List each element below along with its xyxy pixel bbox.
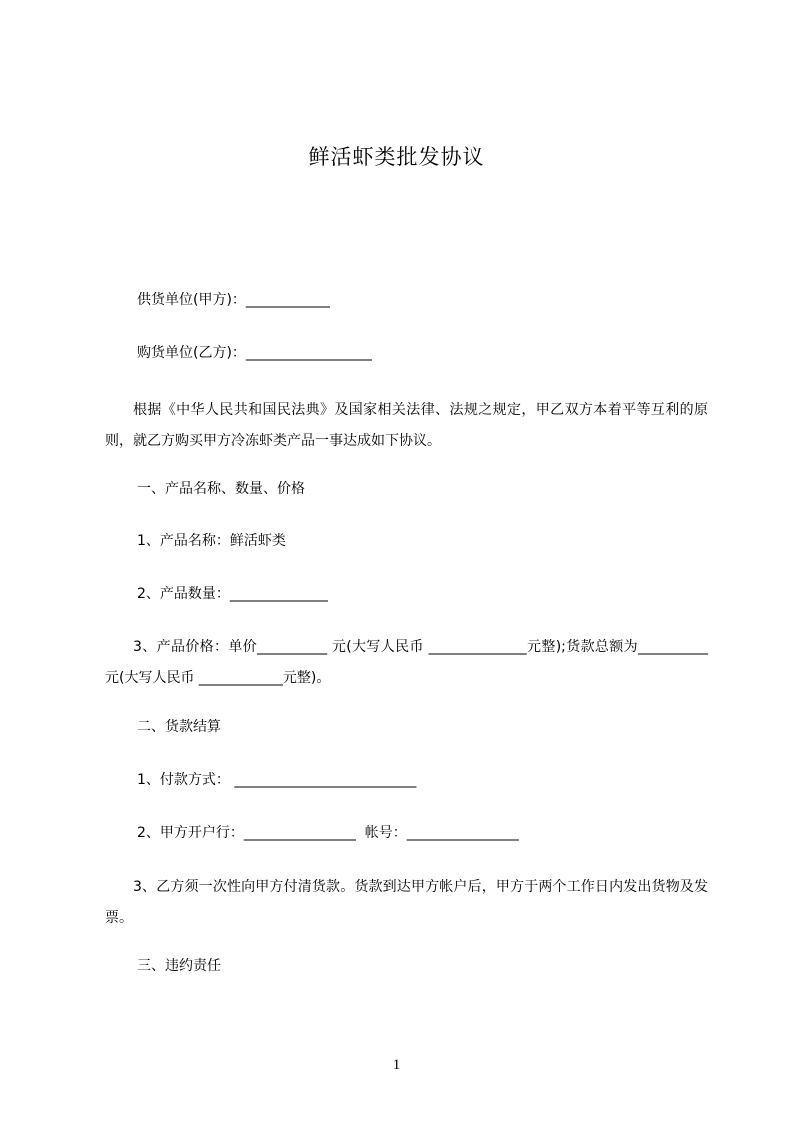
product-name-line: 1、产品名称：鲜活虾类 (137, 533, 286, 549)
product-quantity-line: 2、产品数量：______________ (137, 586, 328, 602)
section-3-heading: 三、违约责任 (137, 958, 221, 974)
product-price-paragraph: 3、产品价格：单价__________ 元(大写人民币 ______________元整);货款总额为__________ 元(大写人民币 ____________元整)。 (105, 639, 708, 686)
payment-method-line: 1、付款方式： __________________________ (137, 772, 417, 788)
preamble-paragraph: 根据《中华人民共和国民法典》及国家相关法律、法规之规定，甲乙双方本着平等互利的原则，就乙方购买甲方冷冻虾类产品一事达成如下协议。 (105, 402, 708, 449)
payment-terms-paragraph: 3、乙方须一次性向甲方付清货款。货款到达甲方帐户后，甲方于两个工作日内发出货物及发票。 (105, 879, 708, 926)
supplier-line: 供货单位(甲方)：____________ (137, 292, 330, 308)
page-number: 1 (392, 1057, 401, 1073)
document-title: 鲜活虾类批发协议 (308, 145, 485, 169)
section-2-heading: 二、货款结算 (137, 719, 221, 735)
bank-account-line: 2、甲方开户行：________________ 帐号：________________ (137, 825, 519, 841)
section-1-heading: 一、产品名称、数量、价格 (137, 481, 305, 497)
buyer-line: 购货单位(乙方)：__________________ (137, 345, 372, 361)
